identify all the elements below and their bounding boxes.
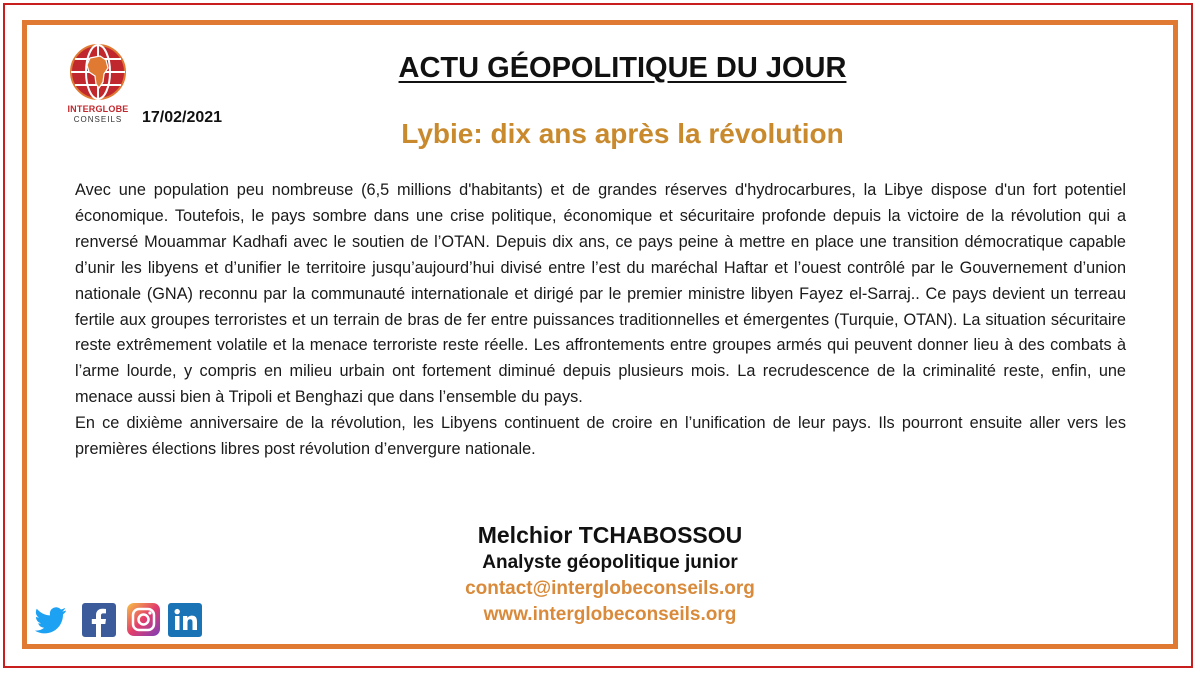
linkedin-icon[interactable]: [168, 603, 202, 637]
logo-subname: CONSEILS: [73, 115, 123, 124]
author-role: Analyste géopolitique junior: [482, 552, 738, 573]
publication-date: 17/02/2021: [142, 109, 223, 126]
article-body: [75, 178, 1126, 463]
instagram-icon[interactable]: [127, 603, 160, 636]
logo-name: INTERGLOBE: [67, 104, 129, 114]
email-link[interactable]: contact@interglobeconseils.org: [465, 578, 755, 599]
twitter-icon[interactable]: [32, 602, 68, 638]
facebook-icon[interactable]: [82, 603, 116, 637]
author-name: Melchior TCHABOSSOU: [477, 522, 743, 548]
website-link[interactable]: www.interglobeconseils.org: [483, 604, 737, 625]
article-paragraph: Avec une population peu nombreuse (6,5 millions d'habitants) et de grandes réserves d'hydrocarbures, la Libye dispose d'un fort potentiel économique. Toutefois, le pays sombre dans une crise politique, économique et sécuritaire profonde depuis la victoire de la révolution qui a renversé Mouammar Kadhafi avec le soutien de l’OTAN. Depuis dix ans, ce pays peine à mettre en place une transition démocratique capable d’unir les libyens et d’unifier le territoire jusqu’aujourd’hui divisé entre l’est du maréchal Haftar et l’ouest contrôlé par le Gouvernement d’union nationale (GNA) reconnu par la communauté internationale et dirigé par le premier ministre libyen Fayez el-Sarraj.. Ce pays devient un terreau fertile aux groupes terroristes et un terrain de bras de fer entre puissances traditionnelles et émergentes (Turquie, OTAN). La situation sécuritaire reste extrêmement volatile et la menace terroriste reste réelle. Les affrontements entre groupes armés qui peuvent donner lieu à des combats à l’arme lourde, y compris en milieu urbain ont fortement diminué depuis plusieurs mois. La recrudescence de la criminalité reste, enfin, une menace aussi bien à Tripoli et Benghazi que dans l’ensemble du pays.: [75, 181, 1126, 407]
article-subtitle: Lybie: dix ans après la révolution: [401, 118, 844, 149]
article-paragraph: En ce dixième anniversaire de la révolution, les Libyens continuent de croire en l’unification de leur pays. Ils pourront ensuite aller vers les premières élections libres post révolution d’envergure nationale.: [75, 414, 1126, 459]
page-title: ACTU GÉOPOLITIQUE DU JOUR: [398, 52, 847, 84]
